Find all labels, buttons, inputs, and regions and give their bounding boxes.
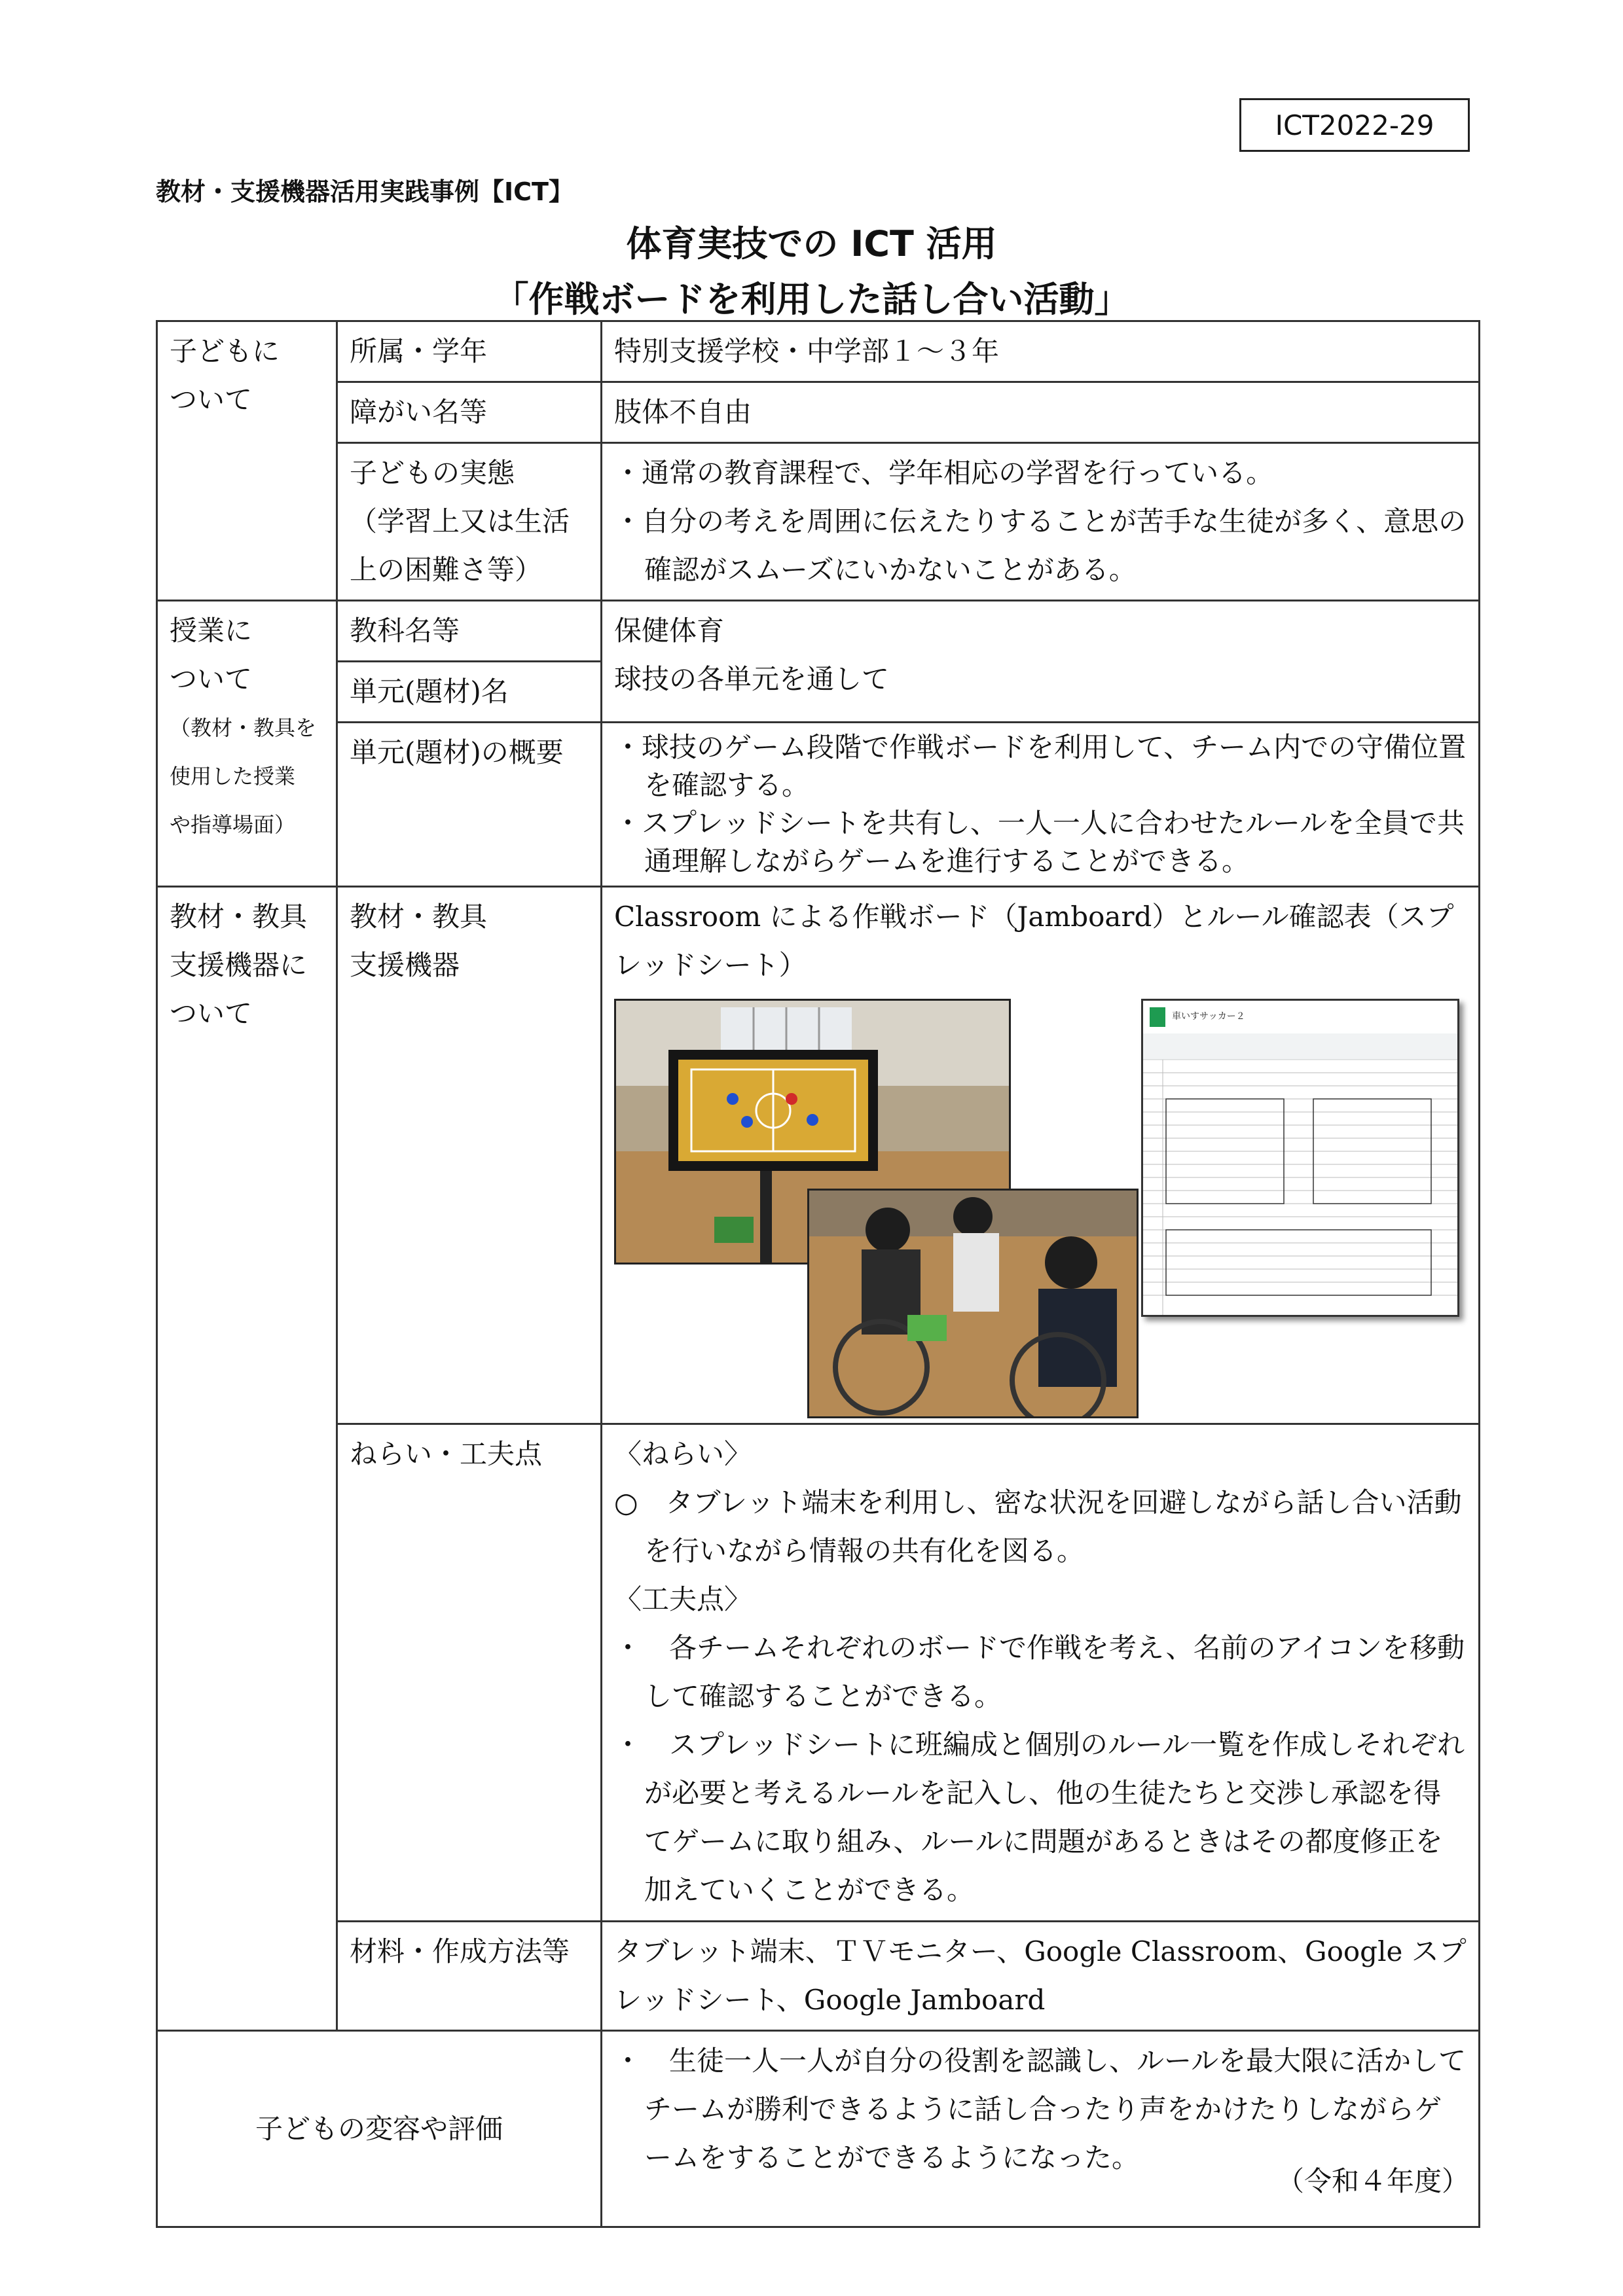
aims-label: ねらい・工夫点 xyxy=(337,1424,602,1922)
affiliation-value: 特別支援学校・中学部１～３年 xyxy=(602,321,1480,382)
overview-value: ・球技のゲーム段階で作戦ボードを利用して、チーム内での守備位置を確認する。 ・スプレッドシートを共有し、一人一人に合わせたルールを全員で共通理解しながらゲームを進行することができる。 xyxy=(602,723,1480,887)
spreadsheet-screenshot xyxy=(1141,999,1459,1317)
practice-table xyxy=(156,320,1480,2228)
subject-label: 教科名等 xyxy=(337,601,602,662)
materials-section-label: 教材・教具 支援機器に ついて xyxy=(157,887,337,2031)
page-subtitle: 「作戦ボードを利用した話し合い活動」 xyxy=(493,279,1130,320)
document-id: ICT2022-29 xyxy=(1239,98,1470,152)
overview-label: 単元(題材)の概要 xyxy=(337,723,602,887)
page-title: 体育実技での ICT 活用 xyxy=(626,223,997,264)
child-status-label: 子どもの実態 （学習上又は生活 上の困難さ等） xyxy=(337,443,602,601)
method-label: 材料・作成方法等 xyxy=(337,1922,602,2031)
students-tablet-photo xyxy=(807,1189,1139,1418)
affiliation-label: 所属・学年 xyxy=(337,321,602,382)
unit-label: 単元(題材)名 xyxy=(337,662,602,723)
sheet-title: 車いすサッカー２ xyxy=(1172,1011,1245,1022)
subject-unit-value: 保健体育 球技の各単元を通して xyxy=(602,601,1480,723)
disability-label: 障がい名等 xyxy=(337,382,602,443)
evaluation-value: ・ 生徒一人一人が自分の役割を認識し、ルールを最大限に活かしてチームが勝利できるように話し合ったり声をかけたりしながらゲームをすることができるようになった。 xyxy=(602,2031,1480,2227)
lesson-section-label: 授業に ついて （教材・教具を 使用した授業 や指導場面） xyxy=(157,601,337,887)
equipment-value: Classroom による作戦ボード（Jamboard）とルール確認表（スプレッドシート） 車いすサッカー２ xyxy=(602,887,1480,1424)
fiscal-year: （令和４年度） xyxy=(1277,2165,1470,2197)
disability-value: 肢体不自由 xyxy=(602,382,1480,443)
photo-collage xyxy=(614,999,1467,1418)
method-value: タブレット端末、ＴＶモニター、Google Classroom、Google スプレッドシート、Google Jamboard xyxy=(602,1922,1480,2031)
category-heading: 教材・支援機器活用実践事例【ICT】 xyxy=(156,177,574,206)
equipment-label: 教材・教具 支援機器 xyxy=(337,887,602,1424)
aims-value: 〈ねらい〉 ○ タブレット端末を利用し、密な状況を回避しながら話し合い活動を行いながら情報の共有化を図る。 〈工夫点〉 ・ 各チームそれぞれのボードで作戦を考え、名前のアイコンを移動して確認することができる。 ・ スプレッドシートに班編成と個別のルール一覧を作成しそれぞれが必要と考えるルールを記入し、他の生徒たちと交渉し承認を得てゲームに取り組み、ルールに問題があるときはその都度修正を加えていくことができる。 xyxy=(602,1424,1480,1922)
child-status-value: ・通常の教育課程で、学年相応の学習を行っている。 ・自分の考えを周囲に伝えたりすることが苦手な生徒が多く、意思の確認がスムーズにいかないことがある。 xyxy=(602,443,1480,601)
evaluation-label: 子どもの変容や評価 xyxy=(157,2031,602,2227)
child-section-label: 子どもに ついて xyxy=(157,321,337,601)
